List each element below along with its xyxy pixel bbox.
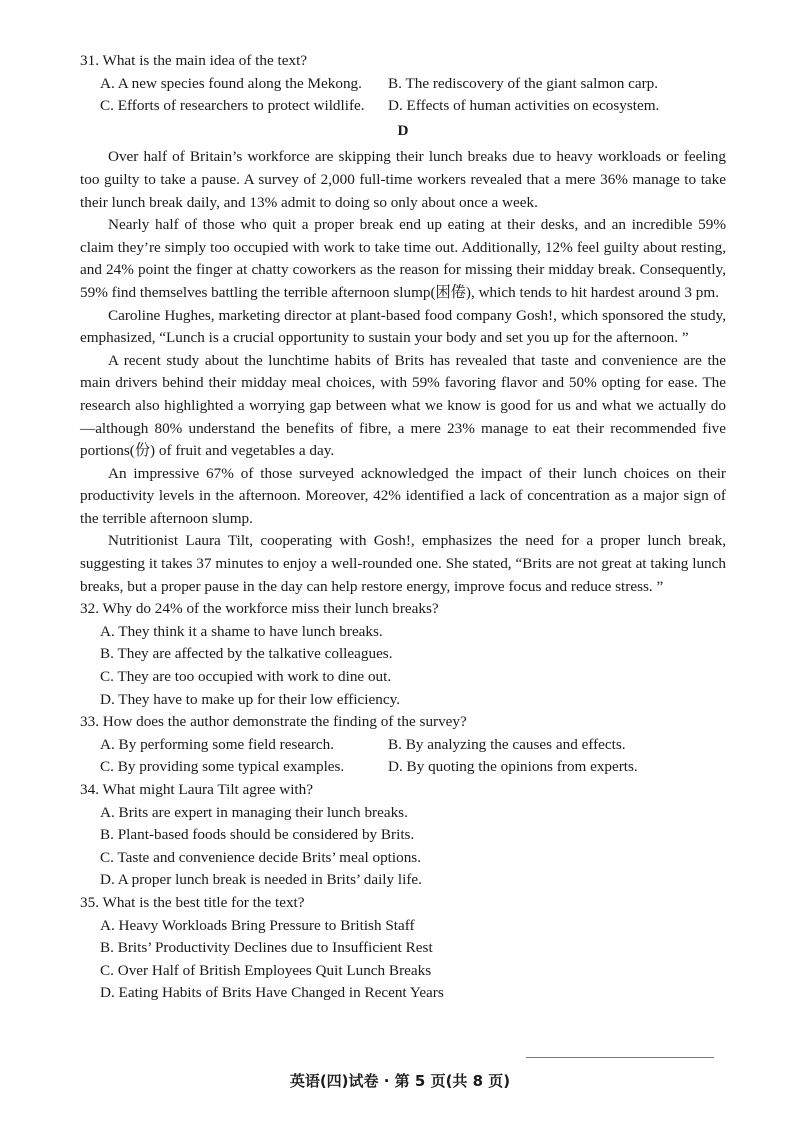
question-34-option-b: B. Plant-based foods should be considered by Brits. — [100, 826, 415, 844]
question-32-stem: 32. Why do 24% of the workforce miss their lunch breaks? — [80, 600, 439, 618]
section-label: D — [397, 121, 409, 139]
question-35 — [80, 892, 726, 1005]
question-31-options — [100, 73, 726, 118]
question-34-option-d: D. A proper lunch break is needed in Brits’ daily life. — [100, 871, 422, 889]
question-34-option-c: C. Taste and convenience decide Brits’ meal options. — [100, 848, 422, 866]
question-33-option-a: A. By performing some field research. — [100, 735, 335, 753]
question-32-option-c: C. They are too occupied with work to dine out. — [100, 668, 392, 686]
question-35-option-a: A. Heavy Workloads Bring Pressure to British Staff — [100, 916, 415, 934]
question-31-option-c: C. Efforts of researchers to protect wildlife. — [100, 97, 365, 115]
question-35-option-c: C. Over Half of British Employees Quit Lunch Breaks — [100, 961, 432, 979]
question-35-option-b: B. Brits’ Productivity Declines due to Insufficient Rest — [100, 939, 433, 957]
question-35-option-d: D. Eating Habits of Brits Have Changed in Recent Years — [100, 984, 444, 1002]
question-35-stem: 35. What is the best title for the text? — [80, 893, 305, 911]
passage-paragraph-4: A recent study about the lunchtime habits of Brits has revealed that taste and convenience are the main drivers behind their midday meal choices, with 59% favoring flavor and 50% opting for ease. The research also highlighted a worrying gap between what we know is good for us and what we actually do—although 80% understand the benefits of fibre, a mere 23% manage to eat their recommended five portions(份) of fruit and vegetables a day. — [80, 351, 726, 460]
passage-paragraph-2: Nearly half of those who quit a proper break end up eating at their desks, and an incredible 59% claim they’re simply too occupied with work to take time out. Additionally, 12% feel guilty about resting, and 24% point the finger at chatty coworkers as the reason for missing their midday break. Consequently, 59% find themselves battling the terrible afternoon slump(困倦), which tends to hit hardest around 3 pm. — [80, 216, 726, 301]
question-31 — [80, 50, 726, 118]
question-33-stem: 33. How does the author demonstrate the finding of the survey? — [80, 713, 467, 731]
passage-paragraph-5: An impressive 67% of those surveyed acknowledged the impact of their lunch choices on their productivity levels in the afternoon. Moreover, 42% identified a lack of concentration as a major sign of the terrible afternoon slump. — [80, 464, 726, 527]
page-content — [80, 50, 726, 1005]
question-31-option-a: A. A new species found along the Mekong. — [100, 74, 362, 92]
footer-divider — [526, 1057, 714, 1058]
question-33-option-d: D. By quoting the opinions from experts. — [388, 758, 638, 776]
question-33-option-c: C. By providing some typical examples. — [100, 758, 345, 776]
question-33 — [80, 711, 726, 779]
page-footer: 英语(四)试卷 · 第 5 页(共 8 页) — [289, 1072, 511, 1090]
passage-paragraph-3: Caroline Hughes, marketing director at plant-based food company Gosh!, which sponsored the study, emphasized, “Lunch is a crucial opportunity to sustain your body and set you up for the afternoon. ” — [80, 306, 726, 347]
question-31-option-b: B. The rediscovery of the giant salmon carp. — [388, 74, 659, 92]
question-32 — [80, 598, 726, 711]
question-33-option-b: B. By analyzing the causes and effects. — [388, 735, 626, 753]
question-33-options — [100, 734, 726, 779]
reading-passage — [80, 146, 726, 598]
question-34 — [80, 779, 726, 892]
passage-paragraph-1: Over half of Britain’s workforce are skipping their lunch breaks due to heavy workloads or feeling too guilty to take a pause. A survey of 2,000 full-time workers revealed that a mere 36% manage to take their lunch break daily, and 13% admit to doing so only about once a week. — [80, 148, 726, 211]
passage-paragraph-6: Nutritionist Laura Tilt, cooperating with Gosh!, emphasizes the need for a proper lunch break, suggesting it takes 37 minutes to enjoy a well-rounded one. She stated, “Brits are not great at taking lunch breaks, but a proper pause in the day can help restore energy, improve focus and reduce stress. ” — [80, 532, 726, 595]
question-32-option-a: A. They think it a shame to have lunch breaks. — [100, 622, 383, 640]
question-34-stem: 34. What might Laura Tilt agree with? — [80, 781, 313, 798]
question-32-option-d: D. They have to make up for their low efficiency. — [100, 690, 400, 708]
question-34-option-a: A. Brits are expert in managing their lunch breaks. — [100, 803, 408, 821]
question-31-option-d: D. Effects of human activities on ecosystem. — [388, 97, 660, 115]
question-32-option-b: B. They are affected by the talkative colleagues. — [100, 645, 393, 663]
question-31-stem: 31. What is the main idea of the text? — [80, 52, 308, 69]
